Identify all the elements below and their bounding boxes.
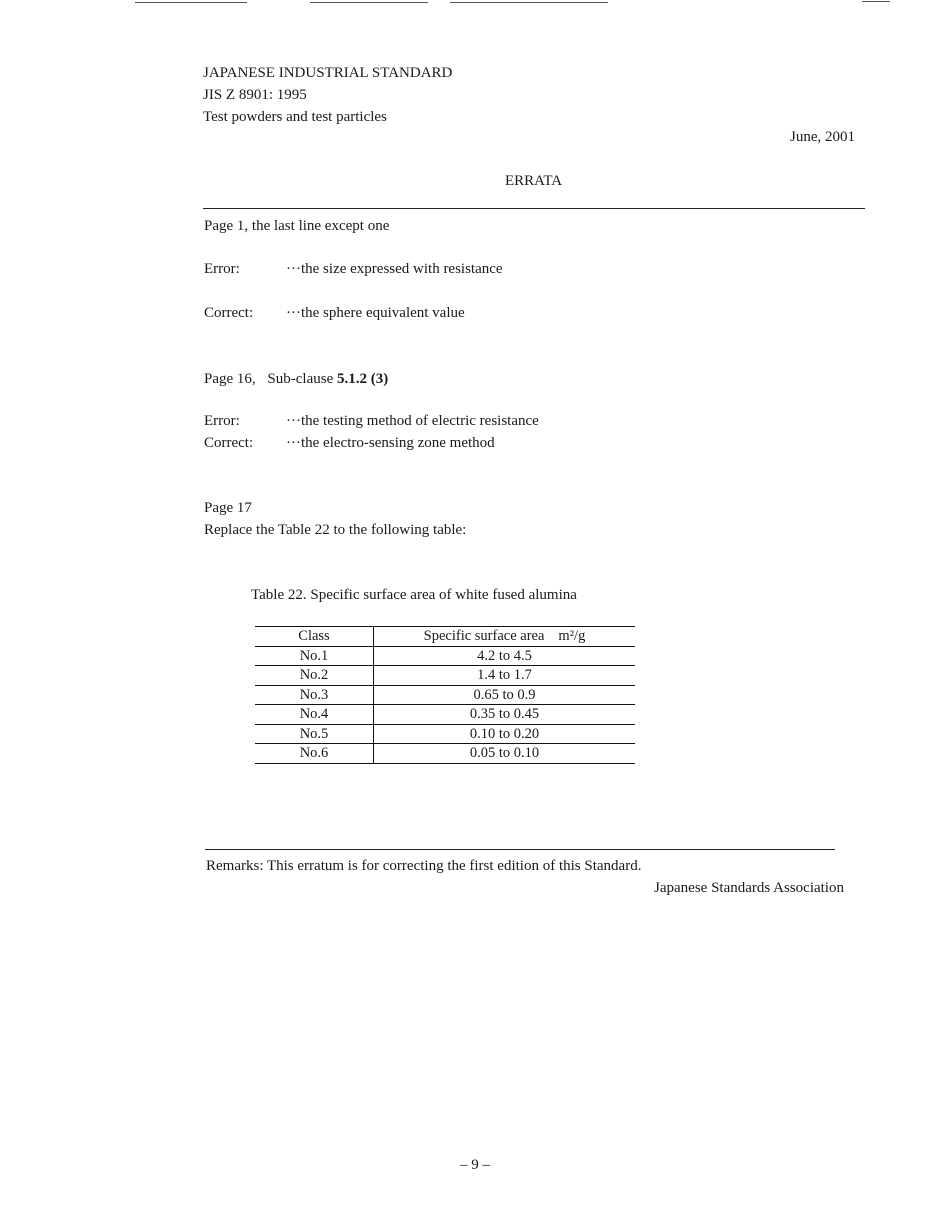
header-standard-name: JAPANESE INDUSTRIAL STANDARD — [203, 65, 453, 81]
erratum-2-correct-text: ···the electro-sensing zone method — [286, 435, 495, 451]
table-cell-area: 0.10 to 0.20 — [374, 724, 636, 744]
table-header-area — [374, 627, 636, 647]
erratum-1-location: Page 1, the last line except one — [204, 218, 390, 234]
table-header-unit: m²/g — [558, 628, 586, 645]
scan-artifact-line — [862, 1, 890, 2]
title-divider — [203, 208, 865, 209]
erratum-1-error-text: ···the size expressed with resistance — [286, 261, 503, 277]
table-cell-class: No.4 — [255, 705, 374, 725]
page-title: ERRATA — [505, 173, 563, 189]
erratum-2-correct-label: Correct: — [204, 435, 254, 451]
table-header-area-label: Specific surface area — [423, 628, 545, 645]
erratum-2-subclause-number: 5.1.2 (3) — [337, 371, 389, 387]
table-cell-class: No.5 — [255, 724, 374, 744]
table-caption: Table 22. Specific surface area of white fused alumina — [251, 587, 577, 603]
table-row — [255, 705, 635, 725]
header-date: June, 2001 — [790, 129, 855, 145]
remarks-divider — [205, 849, 835, 850]
table-cell-class: No.6 — [255, 744, 374, 764]
erratum-2-page: Page 16, — [204, 371, 256, 387]
table-cell-area: 0.05 to 0.10 — [374, 744, 636, 764]
specific-surface-area-table — [255, 626, 635, 764]
remarks-text: Remarks: This erratum is for correcting the first edition of this Standard. — [206, 858, 642, 874]
erratum-2-subclause-label: Sub-clause — [267, 371, 334, 387]
table-row — [255, 685, 635, 705]
table-row — [255, 646, 635, 666]
table-cell-class: No.1 — [255, 646, 374, 666]
table-header-row — [255, 627, 635, 647]
publisher-name: Japanese Standards Association — [654, 880, 844, 896]
table-cell-class: No.2 — [255, 666, 374, 686]
header-standard-title: Test powders and test particles — [203, 109, 387, 125]
page-number: – 9 – — [460, 1157, 490, 1173]
erratum-3-location: Page 17 — [204, 500, 252, 516]
scan-artifact-line — [135, 2, 247, 3]
table-cell-area: 0.35 to 0.45 — [374, 705, 636, 725]
erratum-2-error-label: Error: — [204, 413, 240, 429]
table-row — [255, 666, 635, 686]
erratum-3-instruction: Replace the Table 22 to the following table: — [204, 522, 467, 538]
table-cell-area: 4.2 to 4.5 — [374, 646, 636, 666]
table-row — [255, 744, 635, 764]
erratum-2-error-text: ···the testing method of electric resistance — [286, 413, 539, 429]
erratum-2-location — [204, 370, 388, 388]
erratum-1-correct-label: Correct: — [204, 305, 254, 321]
scan-artifact-line — [450, 2, 608, 3]
scan-artifact-line — [310, 2, 428, 3]
table-cell-area: 0.65 to 0.9 — [374, 685, 636, 705]
table-cell-area: 1.4 to 1.7 — [374, 666, 636, 686]
table-cell-class: No.3 — [255, 685, 374, 705]
table-header-class: Class — [255, 627, 374, 647]
erratum-1-correct-text: ···the sphere equivalent value — [286, 305, 465, 321]
header-standard-number: JIS Z 8901: 1995 — [203, 87, 307, 103]
table-row — [255, 724, 635, 744]
erratum-1-error-label: Error: — [204, 261, 240, 277]
